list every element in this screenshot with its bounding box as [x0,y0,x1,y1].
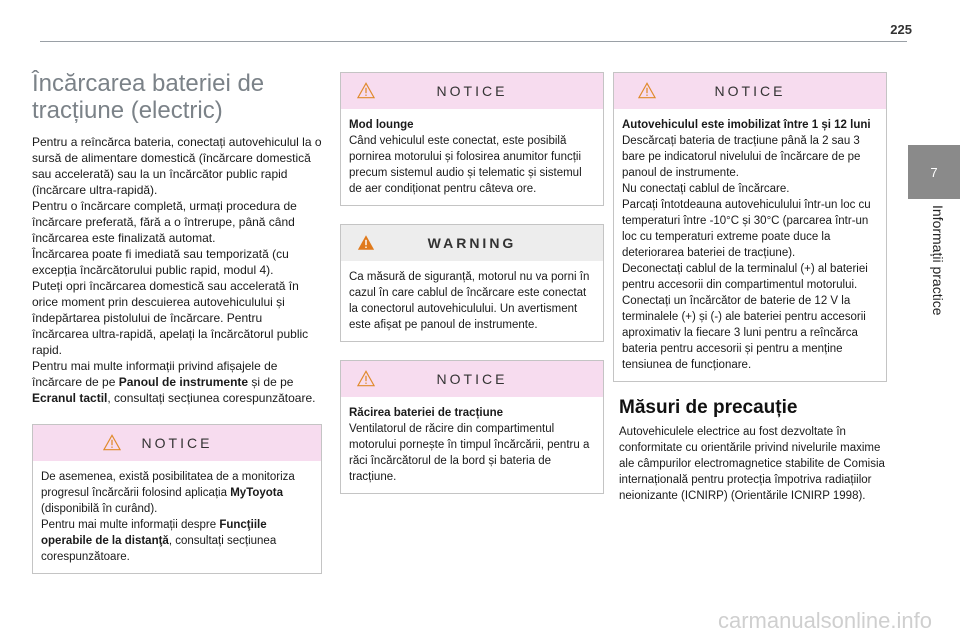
notice-box-app [32,424,322,574]
notice-header [614,73,886,109]
chapter-title: Informații practice [930,205,946,316]
mytoyota-app-name: MyToyota [230,487,284,499]
notice-header [341,73,603,109]
notice-label: NOTICE [436,83,508,99]
left-column [32,70,322,592]
precautions-paragraph: Autovehiculele electrice au fost dezvoltate în conformitate cu orientările privind nivelurile maxime ale câmpurilor electromagnetice stabilite de Comisia internațională pentru protecția împotriva radiațiilor neionizante (ICNIRP) (Orientările ICNIRP 1998). [619,426,885,502]
warning-body: Ca măsură de siguranță, motorul nu va porni în cazul în care cablul de încărcare este conectat la conectorul autovehiculului. Un avertisment este afișat pe panoul de instrumente. [349,271,590,331]
warning-triangle-outline-icon [357,370,375,387]
warning-header [341,225,603,261]
notice-label: NOTICE [141,435,213,451]
notice-subtitle: Răcirea bateriei de tracțiune [349,407,504,419]
warning-triangle-outline-icon [357,82,375,99]
chapter-tab[interactable] [908,145,960,199]
notice-box-immobilized [613,72,887,382]
warning-triangle-outline-icon [638,82,656,99]
chapter-number: 7 [930,164,938,180]
notice-box-cooling [340,360,604,494]
remote-functions-ref: Funcţiile operabile de la distanţă [41,519,267,547]
notice-body: Autovehiculul este imobilizat între 1 și 12 luni Descărcați bateria de tracțiune până la 2 sau 3 bare pe indicatorul nivelului de încărcare de pe panoul de instrumente. Nu conectați cablul de încărcare. Parcați întotdeauna autovehiculului într-un loc cu temperaturi între -10°C și 30°C (parcarea într-un loc cu temperaturi extreme poate duce la deteriorarea bateriei de tracțiune). Deconectați cablul de la terminalul (+) al bateriei pentru accesorii din compartimentul motorului. Conectați un încărcător de baterie de 12 V la terminalele (+) și (-) ale bateriei pentru accesorii aproximativ la fiecare 3 luni pentru a reîncărca bateria pentru accesorii și pentru a menține tensiunea de funcționare. [622,119,871,371]
warning-label: WARNING [427,235,517,251]
notice-subtitle: Mod lounge [349,119,414,131]
right-column [613,72,887,504]
notice-body: Mod lounge Când vehiculul este conectat, este posibilă pornirea motorului și folosirea anumitor funcții precum sistemul audio și telematic și sistemul de aer condiționat pentru câteva ore. [349,119,582,195]
notice-label: NOTICE [436,371,508,387]
notice-subtitle: Autovehiculul este imobilizat între 1 și 12 luni [622,119,871,131]
notice-label: NOTICE [714,83,786,99]
section-title: Încărcarea bateriei de tracțiune (electric) [32,70,265,124]
middle-column [340,72,604,512]
timed-charge-paragraph: Încărcarea poate fi imediată sau temporizată (cu excepția încărcătorului public rapid, modul 4). [32,247,289,277]
full-charge-paragraph: Pentru o încărcare completă, urmați procedura de încărcare preferată, fără a o întrerupe, până când încărcarea este finalizată automat. [32,199,297,245]
precautions-title: Măsuri de precauție [619,397,798,418]
notice-body: Răcirea bateriei de tracțiune Ventilatorul de răcire din compartimentul motorului pornește în timpul încărcării, pentru a răci încărcătorul de la bord și bateria de tracțiune. [349,407,590,483]
warning-triangle-outline-icon [103,434,121,451]
notice-header [33,425,321,461]
warning-box-engine [340,224,604,342]
page-number: 225 [890,22,912,37]
warning-triangle-filled-icon [357,234,375,251]
notice-body: De asemenea, există posibilitatea de a monitoriza progresul încărcării folosind aplicația MyToyota (disponibilă în curând). Pentru mai multe informații despre Funcţiile operabile de la distanţă, consultați secțiunea corespunzătoare. [41,471,295,563]
more-info-paragraph: Pentru mai multe informații privind afișajele de încărcare de pe Panoul de instrumente și de pe Ecranul tactil, consultați secțiunea corespunzătoare. [32,359,316,405]
instrument-panel-ref: Panoul de instrumente [118,375,249,389]
touch-screen-ref: Ecranul tactil [32,391,108,405]
header-divider [40,41,907,42]
notice-box-lounge [340,72,604,206]
intro-paragraph: Pentru a reîncărca bateria, conectați autovehiculul la o sursă de alimentare domestică (încărcare domestică sau accelerată) sau la un încărcător public rapid (încărcare ultra-rapidă). [32,135,322,197]
stop-charge-paragraph: Puteți opri încărcarea domestică sau accelerată în orice moment prin descuierea autovehiculului și îndepărtarea pistolului de încărcare. Pentru încărcarea ultra-rapidă, apelați la încărcătorul public rapid. [32,279,309,357]
notice-header [341,361,603,397]
watermark-text: carmanualsonline.info [717,608,932,633]
